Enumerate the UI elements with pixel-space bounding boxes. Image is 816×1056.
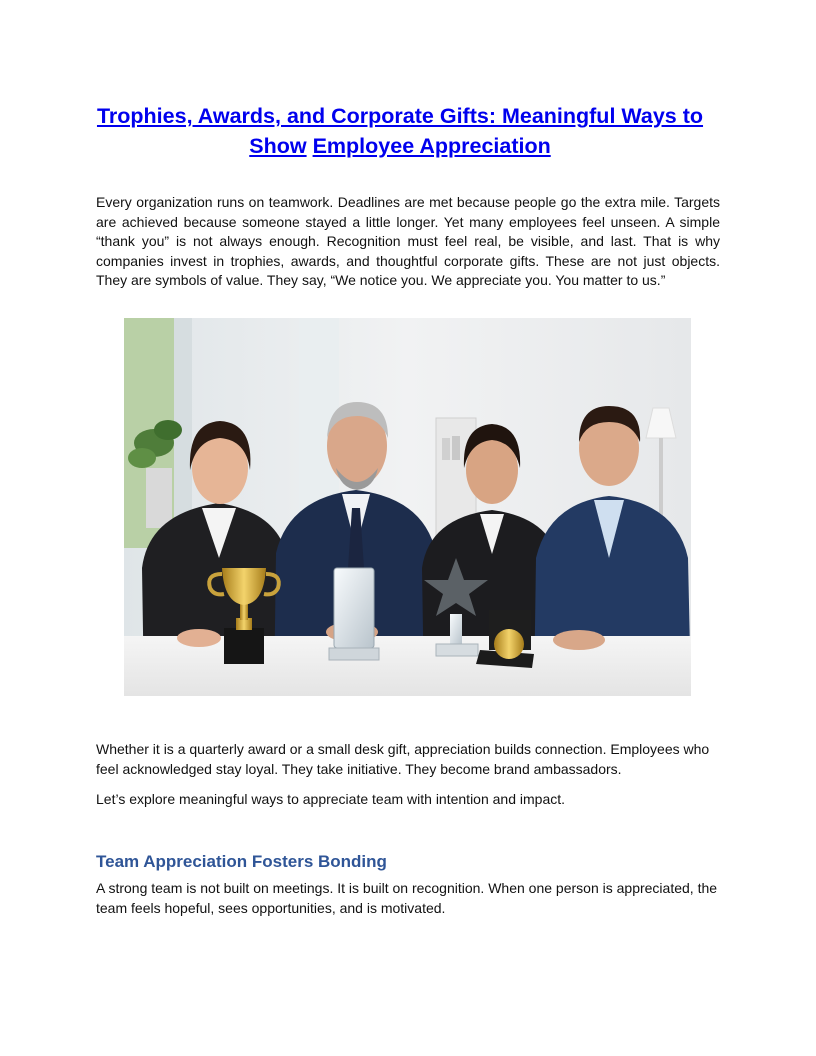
title-link-show[interactable]: Show — [249, 134, 307, 158]
intro-paragraph: Every organization runs on teamwork. Deadlines are met because people go the extra mile. Targets are achieved because someone stayed a little longer. Yet many employees feel unseen. A simple “thank you” is not always enough. Recognition must feel real, be visible, and last. That is why companies invest in trophies, awards, and thoughtful corporate gifts. These are not just objects. They are symbols of value. They say, “We notice you. We appreciate you. You matter to us.” — [96, 194, 720, 289]
team-awards-photo — [124, 318, 691, 696]
paragraph-loyalty: Whether it is a quarterly award or a small desk gift, appreciation builds connection. Employees who feel acknowledged stay loyal. They take initiative. They become brand ambassadors. — [96, 741, 710, 777]
paragraph-team-bonding: A strong team is not built on meetings. It is built on recognition. When one person is appreciated, the team feels hopeful, sees opportunities, and is motivated. — [96, 880, 718, 916]
heading-team-appreciation: Team Appreciation Fosters Bonding — [96, 852, 387, 871]
paragraph-explore: Let’s explore meaningful ways to appreciate team with intention and impact. — [96, 791, 566, 807]
document-title — [96, 101, 704, 161]
title-link-employee-appreciation[interactable]: Employee Appreciation — [312, 134, 551, 158]
title-link-line1[interactable]: Trophies, Awards, and Corporate Gifts: Meaningful Ways to — [96, 104, 704, 128]
